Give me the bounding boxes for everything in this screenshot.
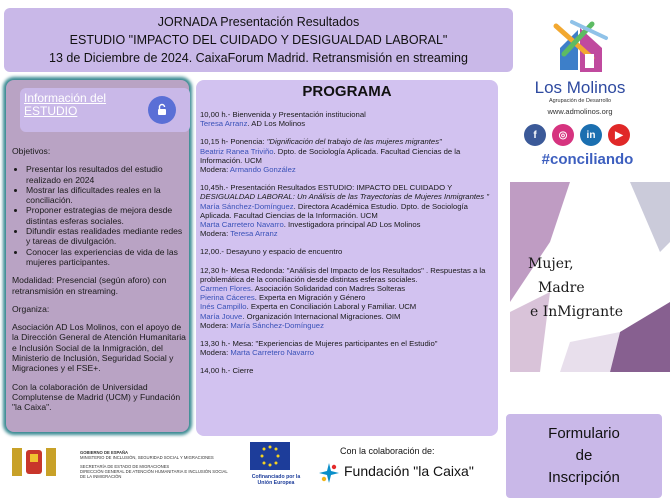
speaker-name: Teresa Arranz [200, 119, 248, 129]
moderator-label: Modera: [200, 229, 231, 239]
programa-item [200, 137, 496, 174]
programa-item-text: 12,30 h- Mesa Redonda: "Análisis del Impacto de los Resultados" . Respuestas a la problemática de la conciliación desde distintas esferas sociales. [200, 265, 486, 284]
organization-logo-area [520, 4, 668, 174]
form-label[interactable]: de [575, 447, 593, 464]
objetivo-item: • Difundir estas realidades mediante redes y tareas de divulgación. [26, 226, 188, 247]
moderator-label: Modera: [200, 165, 230, 175]
study-info-panel [6, 80, 189, 432]
speaker-name: Pierina Cáceres [200, 293, 255, 303]
study-title: ESTUDIO "IMPACTO DEL CUIDADO Y DESIGUALDAD LABORAL" [69, 33, 448, 47]
objetivo-item: • Proponer estrategias de mejora desde distintas esferas sociales. [26, 205, 188, 226]
programa-item [200, 110, 496, 128]
campaign-line: e InMigrante [530, 304, 624, 320]
objetivo-item: • Conocer las experiencias de vida de las mujeres participantes. [26, 247, 188, 268]
moderator-name: Marta Carretero Navarro [230, 348, 315, 358]
programa-list [200, 110, 496, 385]
speaker-affiliation: . Directora Académica Estudio. Dpto. de Sociología Aplicada. Facultad Ciencias de la Información. UCM [200, 201, 468, 220]
talk-title: DESIGUALDAD LABORAL: Un Análisis de las Trayectorias de Mujeres Inmigrantes " [200, 192, 489, 202]
programa-item [200, 247, 496, 256]
study-info-link[interactable] [20, 88, 190, 132]
event-date-location: 13 de Diciembre de 2024. CaixaForum Madrid. Retransmisión en streaming [49, 51, 468, 65]
campaign-text [528, 252, 623, 324]
government-text [80, 450, 230, 479]
event-title: JORNADA Presentación Resultados [157, 15, 360, 29]
programa-title: PROGRAMA [302, 83, 392, 100]
event-header [4, 8, 513, 72]
link-icon[interactable] [148, 96, 176, 124]
programa-item [200, 339, 496, 357]
talk-title: "Dignificación del trabajo de las mujeres migrantes" [266, 137, 442, 147]
organization-name: Los Molinos [534, 78, 626, 97]
eu-text: Cofinanciado por la Unión Europea [251, 474, 301, 486]
speaker-affiliation: . Organización Internacional Migraciones. OIM [242, 311, 401, 321]
programa-item [200, 366, 496, 375]
colaboracion-text: Con la colaboración de Universidad Complutense de Madrid (UCM) y Fundación "la Caixa". [12, 381, 181, 413]
modalidad-text: Modalidad: Presencial (según aforo) con retransmisión en streaming. [12, 275, 167, 296]
study-info-link-label[interactable]: Información del ESTUDIO [24, 91, 107, 118]
speaker-name: Beatriz Ranea Triviño [200, 146, 274, 156]
study-info-body [12, 146, 188, 421]
collaboration-name: Fundación "la Caixa" [344, 463, 474, 479]
gov-ministry: MINISTERIO DE INCLUSIÓN, SEGURIDAD SOCIAL Y MIGRACIONES [80, 455, 214, 460]
speaker-name: María Sánchez-Domínguez [200, 201, 294, 211]
la-caixa-star-icon [318, 462, 340, 484]
linkedin-icon[interactable]: in [580, 124, 602, 146]
government-logo [8, 444, 232, 484]
programa-item-text: 13,30 h.- Mesa: "Experiencias de Mujeres participantes en el Estudio" [200, 339, 438, 349]
moderator-label: Modera: [200, 320, 231, 330]
youtube-icon[interactable]: ▶ [608, 124, 630, 146]
collaboration-logo [316, 446, 492, 498]
organization-tagline: Agrupación de Desarrollo [548, 98, 612, 104]
registration-form-button[interactable] [504, 412, 664, 500]
eu-cofinancing-logo [244, 442, 308, 498]
gov-title: GOBIERNO DE ESPAÑA [80, 450, 129, 455]
programa-panel [196, 80, 498, 436]
objetivo-item: • Presentar los resultados del estudio realizado en 2024 [26, 164, 188, 185]
speaker-affiliation: . AD Los Molinos [247, 119, 306, 129]
moderator-name: María Sánchez-Domínguez [230, 320, 324, 330]
programa-item-text: 10,45h.- Presentación Resultados ESTUDIO: IMPACTO DEL CUIDADO Y [200, 183, 453, 193]
organiza-text: Asociación AD Los Molinos, con el apoyo de la Dirección General de Atención Humanitaria e Inclusión Social de la Inmigración, del Ministerio de Inclusión, Seguridad Social y Migraciones y el FSE+. [12, 322, 186, 374]
speaker-name: Carmen Flores [200, 284, 251, 294]
moderator-name: Armando González [229, 165, 296, 175]
los-molinos-logo-icon[interactable] [552, 18, 612, 76]
moderator-label: Modera: [200, 348, 231, 358]
spain-coat-of-arms-icon [8, 444, 72, 482]
objetivos-list [12, 164, 188, 267]
moderator-name: Teresa Arranz [230, 229, 278, 239]
gov-direccion: DIRECCIÓN GENERAL DE ATENCIÓN HUMANITARIA E INCLUSIÓN SOCIAL DE LA INMIGRACIÓN [80, 469, 228, 479]
hashtag[interactable]: #conciliando [541, 151, 634, 168]
form-label[interactable]: Formulario [548, 425, 620, 442]
social-links [524, 124, 654, 146]
campaign-line: Mujer, [528, 256, 574, 272]
facebook-icon[interactable]: f [524, 124, 546, 146]
speaker-name: Inés Campillo [200, 302, 247, 312]
objetivos-title: Objetivos: [12, 146, 51, 156]
speaker-name: María Jouve [200, 311, 243, 321]
programa-item-text: 10,15 h- Ponencia: [200, 137, 267, 147]
form-label[interactable]: Inscripción [548, 469, 620, 486]
programa-item-text: 12,00.- Desayuno y espacio de encuentro [200, 247, 343, 257]
programa-item [200, 183, 496, 238]
programa-item-text: 10,00 h.- Bienvenida y Presentación institucional [200, 110, 366, 119]
instagram-icon[interactable]: ◎ [552, 124, 574, 146]
programa-item-text: 14,00 h.- Cierre [200, 366, 254, 376]
organiza-title: Organiza: [12, 303, 50, 314]
speaker-affiliation: . Dpto. de Sociología Aplicada. Facultad Ciencias de la Información. UCM [200, 146, 461, 165]
campaign-line: Madre [538, 280, 585, 296]
organization-url[interactable]: www.admolinos.org [547, 107, 613, 116]
campaign-image [510, 182, 670, 372]
gov-secretaria: SECRETARÍA DE ESTADO DE MIGRACIONES [80, 464, 170, 469]
speaker-affiliation: . Asociación Solidaridad con Madres Solteras [250, 284, 406, 294]
speaker-name: Marta Carretero Navarro [200, 220, 284, 230]
objetivo-item: • Mostrar las dificultades reales en la conciliación. [26, 185, 188, 206]
speaker-affiliation: . Experta en Conciliación Laboral y Familiar. UCM [246, 302, 417, 312]
programa-item [200, 266, 496, 330]
speaker-affiliation: . Experta en Migración y Género [254, 293, 366, 303]
speaker-affiliation: . Investigadora principal AD Los Molinos [283, 220, 421, 230]
collaboration-label: Con la colaboración de: [340, 446, 435, 456]
eu-flag-icon [250, 442, 290, 470]
